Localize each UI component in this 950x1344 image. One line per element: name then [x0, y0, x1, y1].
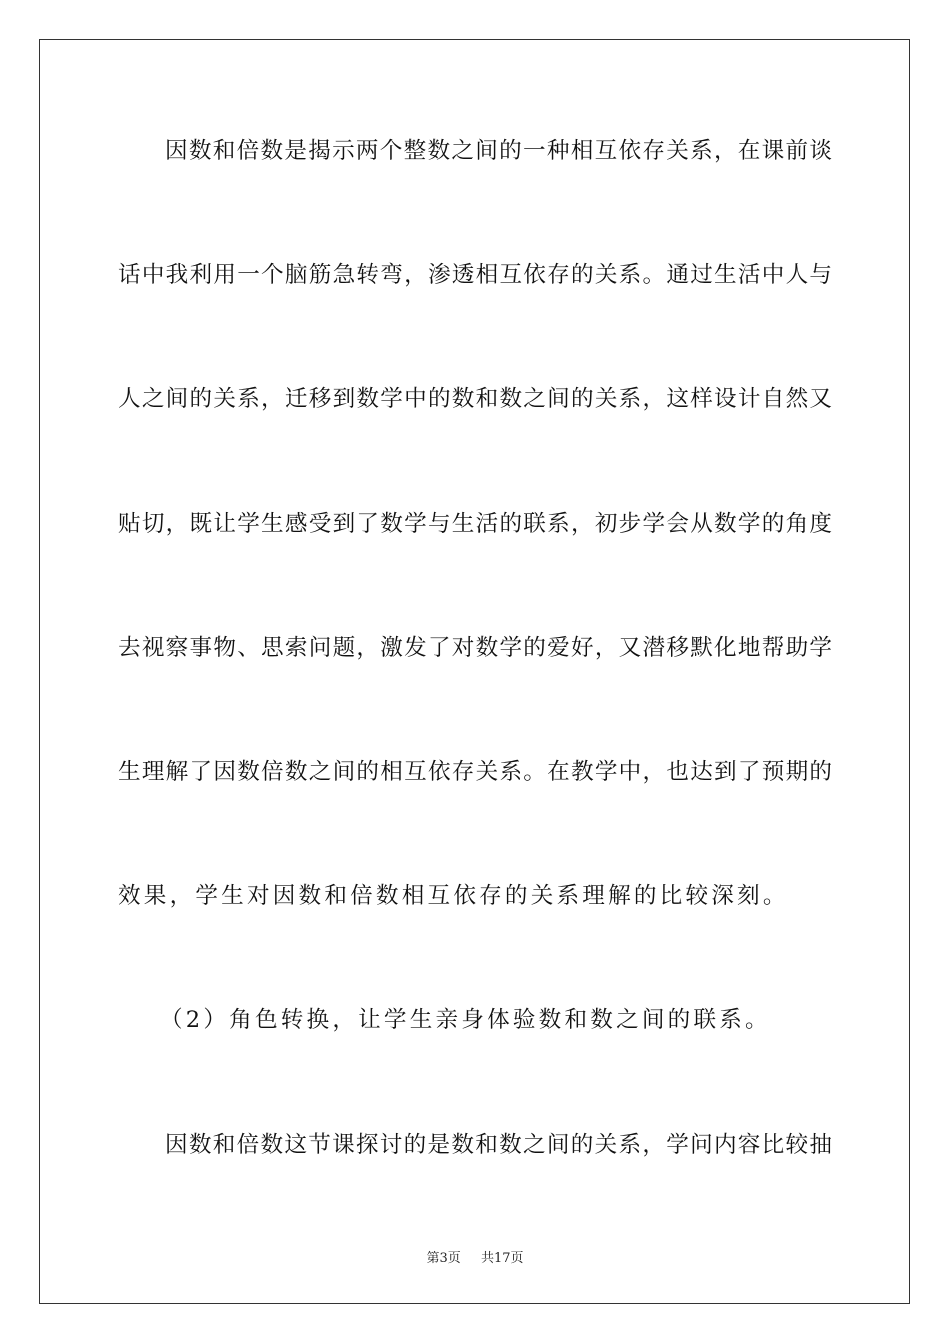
page-number: 第3页 [426, 1251, 461, 1266]
paragraph-line-3: 人之间的关系，迁移到数学中的数和数之间的关系，这样设计自然又 [118, 386, 832, 412]
paragraph-line-6: 生理解了因数倍数之间的相互依存关系。在教学中，也达到了预期的 [118, 759, 832, 785]
paragraph-line-7: 效果，学生对因数和倍数相互依存的关系理解的比较深刻。 [118, 883, 789, 909]
page-footer [0, 1247, 950, 1266]
total-pages: 共17页 [481, 1251, 524, 1266]
section-heading: （2）角色转换，让学生亲身体验数和数之间的联系。 [160, 1007, 771, 1033]
paragraph-line-4: 贴切，既让学生感受到了数学与生活的联系，初步学会从数学的角度 [118, 511, 832, 537]
paragraph-line-1: 因数和倍数是揭示两个整数之间的一种相互依存关系，在课前谈 [165, 138, 832, 164]
paragraph-line-5: 去视察事物、思索问题，激发了对数学的爱好，又潜移默化地帮助学 [118, 635, 832, 661]
page-border [39, 39, 910, 1304]
paragraph-line-2: 话中我利用一个脑筋急转弯，渗透相互依存的关系。通过生活中人与 [118, 262, 832, 288]
paragraph-line-9: 因数和倍数这节课探讨的是数和数之间的关系，学问内容比较抽 [165, 1132, 832, 1158]
